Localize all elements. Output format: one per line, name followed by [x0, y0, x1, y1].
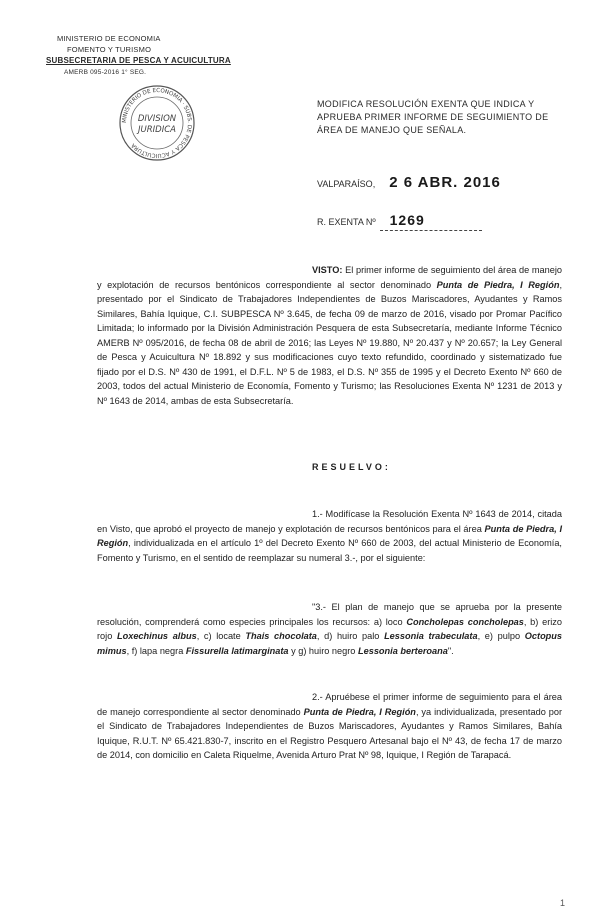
item-2-text-1: 2.- Apruébese el primer informe de seguimiento para el área de manejo correspondiente al sector denominado: [97, 692, 562, 717]
item-1-paragraph: [97, 507, 562, 565]
item-1-text-1: 1.- Modifícase la Resolución Exenta Nº 1643 de 2014, citada en Visto, que aprobó el proyecto de manejo y explotación de recursos bentónicos para el área: [97, 509, 562, 534]
species-loxechinus: Loxechinus albus: [116, 631, 197, 641]
quote-text-4: , d) huiro palo: [316, 631, 385, 641]
species-fissurella: Fissurella latimarginata: [185, 645, 289, 656]
item-2-text-2: , ya individualizada, presentado por el Sindicato de Trabajadores Independientes de Buzos Mariscadores, Ayudantes y Ramos Similares, Bahía Iquique, R.U.T. Nº 65.421.830-7, inscrito en el Registro Pesquero Artesanal bajo el Nº 43, de fecha 17 de marzo de 2014, con domicilio en Caleta Riquelme, Avenida Arturo Prat Nº 98, Iquique, I Región de Tarapacá.: [97, 706, 563, 760]
resolution-number: 1269: [389, 212, 425, 228]
visto-paragraph: [97, 263, 562, 408]
title-line-1: MODIFICA RESOLUCIÓN EXENTA QUE INDICA Y: [317, 99, 535, 109]
division-juridica-stamp: [118, 84, 196, 162]
date-line: [317, 174, 501, 191]
ministry-name-2: FOMENTO Y TURISMO: [67, 45, 152, 54]
resolution-label: R. EXENTA Nº: [317, 217, 376, 227]
date-place: VALPARAÍSO,: [317, 179, 376, 189]
quote-text-2: , b) erizo rojo: [97, 616, 562, 641]
visto-text-1: El primer informe de seguimiento del área de manejo y explotación de recursos bentónicos correspondiente al sector denominado: [97, 265, 562, 290]
item-2-paragraph: [97, 690, 562, 763]
quote-text-5: , e) pulpo: [477, 631, 525, 641]
quoted-numeral-3: [97, 600, 562, 658]
species-concholepas: Concholepas concholepas: [406, 616, 524, 627]
resolution-number-line: [317, 212, 482, 231]
date-value: 2 6 ABR. 2016: [389, 174, 501, 191]
stamp-line-2: JURIDICA: [138, 125, 176, 135]
ministry-name: MINISTERIO DE ECONOMIA: [57, 34, 161, 43]
subsecretaria-name: SUBSECRETARIA DE PESCA Y ACUICULTURA: [46, 56, 231, 65]
item-2-place: Punta de Piedra, I Región: [303, 706, 416, 717]
resuelvo-heading: RESUELVO:: [312, 462, 391, 472]
species-thais: Thais chocolata: [245, 631, 317, 641]
item-1-place: Punta de Piedra, I Región: [97, 523, 562, 548]
quote-text-7: y g) huiro negro: [288, 645, 358, 656]
stamp-ring-text: MINISTERIO DE ECONOMIA · SUBS. DE PESCA Y ACUICULTURA: [121, 87, 193, 159]
page-number: 1: [560, 898, 566, 908]
document-title: [317, 98, 557, 137]
visto-text-2: , presentado por el Sindicato de Trabajadores Independientes de Buzos Mariscadores, Ayudantes y Ramos Similares, Bahía Iquique, C.I. SUBPESCA Nº 3.645, de fecha 09 de marzo de 2016, visado por Promar Pacífico Limitada; lo informado por la División Administración Pesquera de esta Subsecretaría, mediante Informe Técnico AMERB Nº 095/2016, de fecha 08 de abril de 2016; las Leyes Nº 19.880, Nº 20.437 y Nº 20.657; la Ley General de Pesca y Acuicultura Nº 18.892 y sus modificaciones cuyo texto refundido, coordinado y sistematizado fue fijado por el D.S. Nº 430 de 1991, el D.F.L. Nº 5 de 1983, el D.S. Nº 355 de 1995 y el Decreto Exento Nº 660 de 2003, todos del actual Ministerio de Economía, Fomento y Turismo; las Resoluciones Exenta Nº 1231 de 2013 y Nº 1643 de 2014, ambas de esta Subsecretaría.: [97, 279, 562, 406]
stamp-seal-icon: [118, 84, 196, 162]
quote-text-8: ".: [447, 645, 454, 656]
reference-code: AMERB 095-2016 1° SEG.: [64, 69, 147, 76]
stamp-line-1: DIVISION: [137, 114, 177, 124]
species-octopus: Octopus mimus: [97, 631, 563, 656]
title-line-3: ÁREA DE MANEJO QUE SEÑALA.: [317, 125, 467, 135]
quote-text-1: "3.- El plan de manejo que se aprueba por la presente resolución, comprenderá como especies principales los recursos: a) loco: [97, 602, 562, 627]
quote-text-3: , c) locate: [196, 631, 246, 641]
visto-place: Punta de Piedra, I Región: [436, 279, 560, 290]
species-lessonia-trabeculata: Lessonia trabeculata: [384, 631, 478, 641]
title-line-2: APRUEBA PRIMER INFORME DE SEGUIMIENTO DE: [317, 112, 549, 122]
visto-label: VISTO:: [312, 265, 343, 275]
species-lessonia-berteroana: Lessonia berteroana: [357, 645, 448, 656]
item-1-text-2: , individualizada en el artículo 1º del Decreto Exento Nº 660 de 2003, del actual Ministerio de Economía, Fomento y Turismo, en el sentido de reemplazar su numeral 3.-, por el siguiente:: [97, 538, 562, 563]
quote-text-6: , f) lapa negra: [126, 645, 186, 656]
